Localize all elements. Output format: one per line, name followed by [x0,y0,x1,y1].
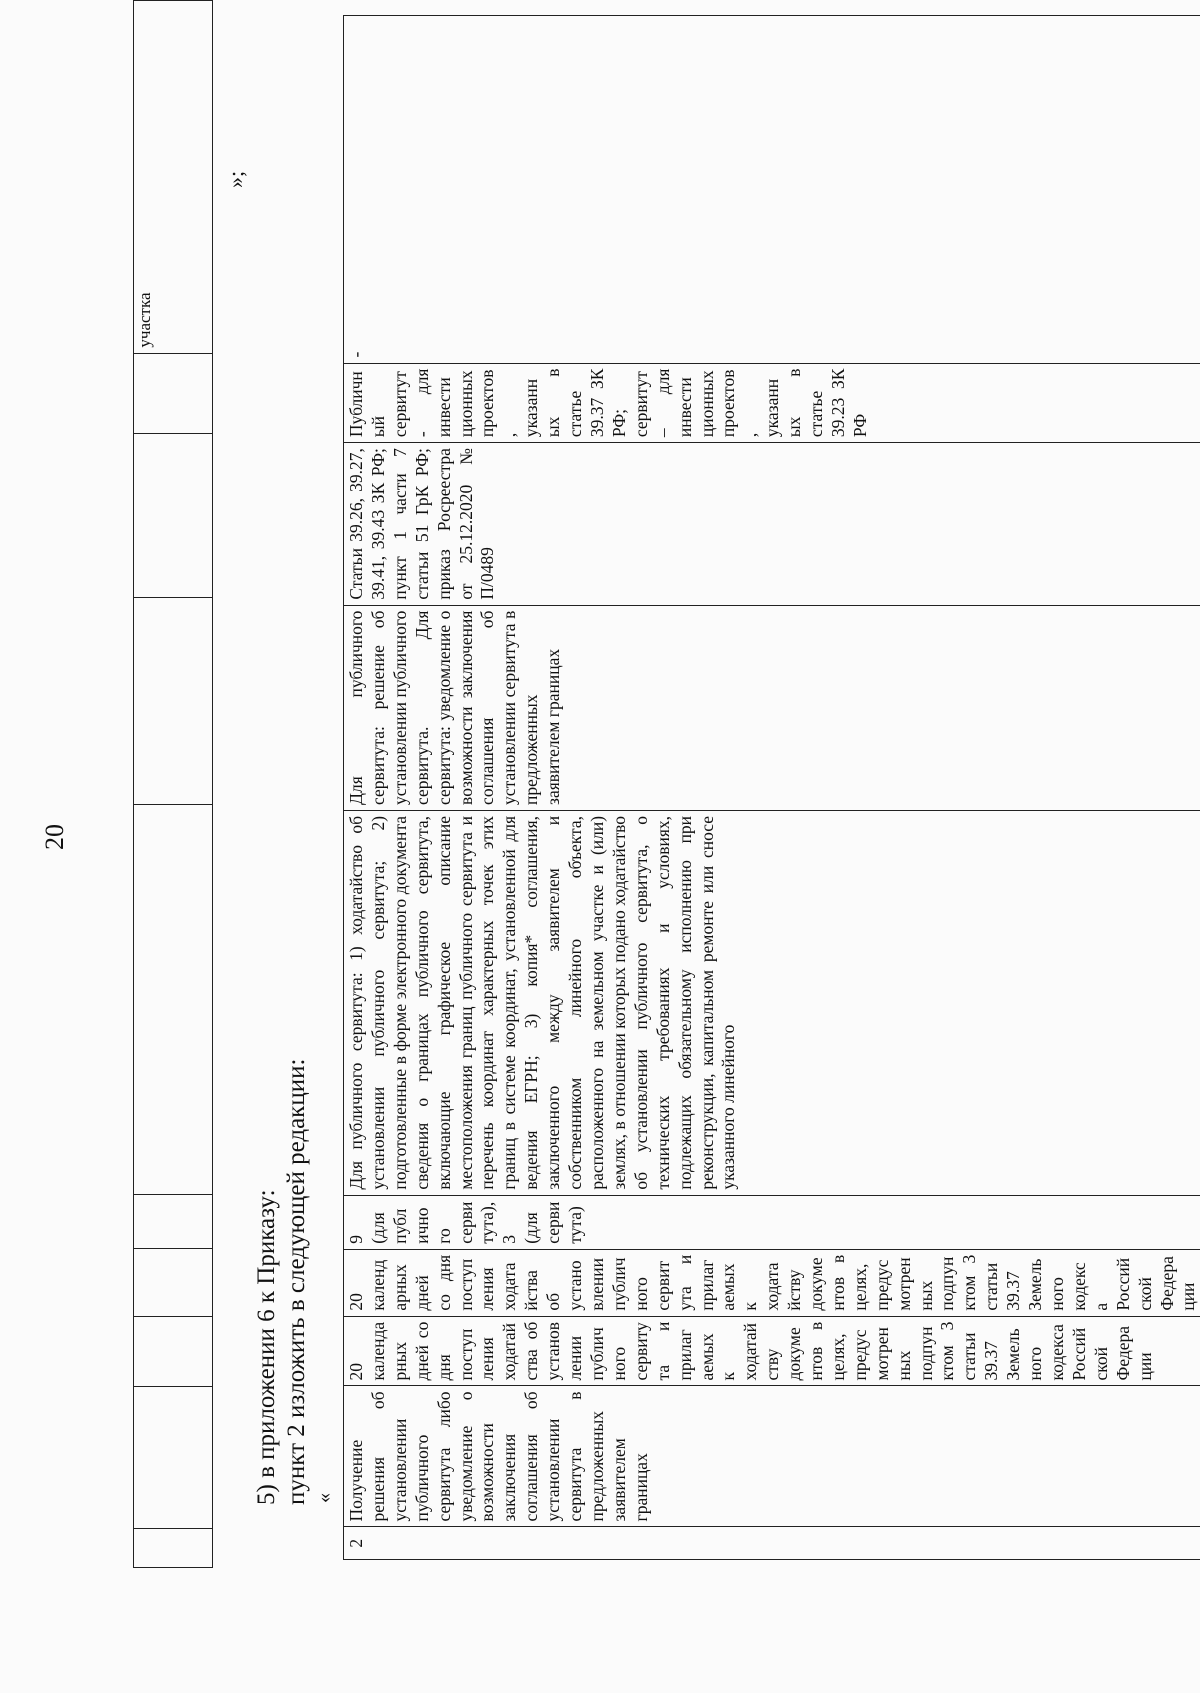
result-cell: Для публичного сервитута: решение об установлении публичного сервитута. Для сервитута: уведомление о возможности заключения соглашения об установлении сервитута в предложенных заявителем границах [344,605,1200,810]
table-cell [134,1194,213,1248]
service-table [343,15,1200,1560]
table-cell [134,353,213,433]
table-cell [134,805,213,1194]
table-cell [134,1529,213,1568]
term-cell-1: 20 календарных дней со дня поступления ходатайства об установлении публичного сервитута и прилагаемых к ходатайству документов в целях, предусмотренных подпунктом 3 статьи 39.37 Земельного кодекса Российской Федерации [344,1316,1200,1386]
previous-table-last-cell: участка [134,1,213,354]
term-cell-2: 20 календарных дней со дня поступления ходатайства об установлении публичного сервитута и прилагаемых к ходатайству документов в целях, предусмотренных подпунктом 3 статьи 39.37 Земельного кодекса Российской Федерации [344,1249,1200,1316]
amendment-instruction-line-1: 5) в приложении 6 к Приказу: [253,1189,280,1505]
table-cell [134,1386,213,1528]
table-row [134,1,213,1568]
last-cell: - [344,16,1200,364]
legal-basis-cell: Статьи 39.26, 39.27, 39.41, 39.43 ЗК РФ; пункт 1 части 7 статьи 51 ГрК РФ; приказ Росреестра от 25.12.2020 № П/0489 [344,443,1200,606]
amendment-instruction-line-2: пункт 2 изложить в следующей редакции: [283,1058,310,1505]
term-cell-3: 9 (для публичного сервитута), 3 (для сервитута) [344,1195,1200,1249]
table-cell [134,597,213,805]
row-number-cell: 2 [344,1527,1200,1560]
table-cell [134,433,213,597]
previous-table-fragment [133,0,213,1568]
service-name-cell: Получение решения об установлении публичного сервитута либо уведомление о возможности заключения соглашения об установлении сервитута в предложенных заявителем границах [344,1386,1200,1527]
page-number: 20 [40,824,69,850]
documents-cell: Для публичного сервитута: 1) ходатайство об установлении публичного сервитута; 2) подготовленные в форме электронного документа сведения о границах публичного сервитута, включающие графическое описание местоположения границ публичного сервитута и перечень координат характерных точек этих границ в системе координат, установленной для ведения ЕГРН; 3) копия* соглашения, заключенного между заявителем и собственником линейного объекта, расположенного на земельном участке и (или) землях, в отношении которых подано ходатайство об установлении публичного сервитута, о технических требованиях и условиях, подлежащих обязательному исполнению при реконструкции, капитальном ремонте или сносе указанного линейного [344,810,1200,1195]
opening-quote: « [313,1493,335,1503]
applicant-cell: Публичный сервитут - для инвестиционных проектов, указанных в статье 39.37 ЗК РФ; сервитут – для инвестиционных проектов, указанных в статье 39.23 ЗК РФ [344,363,1200,443]
table-row [344,16,1200,1560]
table-cell [134,1316,213,1386]
closing-quote: »; [223,170,248,188]
table-cell [134,1249,213,1316]
